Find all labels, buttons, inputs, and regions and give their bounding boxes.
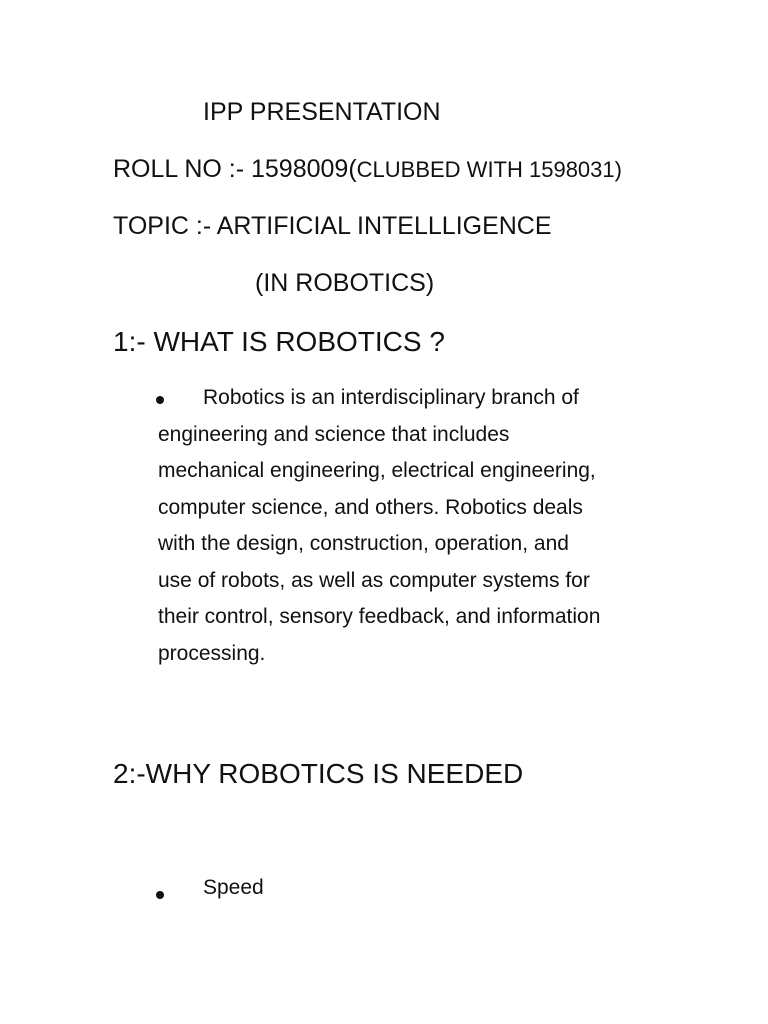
- clubbed-with-text: CLUBBED WITH 1598031): [356, 157, 622, 182]
- robotics-definition-paragraph: [158, 380, 668, 672]
- paragraph-line: their control, sensory feedback, and information: [158, 605, 601, 628]
- bullet-icon: [156, 891, 164, 899]
- paragraph-line: mechanical engineering, electrical engineering,: [158, 459, 596, 482]
- bullet-item-speed: Speed: [203, 876, 264, 899]
- roll-number-line: [113, 157, 622, 182]
- paragraph-line: computer science, and others. Robotics deals: [158, 495, 583, 519]
- roll-number-text: ROLL NO :- 1598009(: [113, 155, 357, 183]
- presentation-title: IPP PRESENTATION: [203, 98, 441, 126]
- paragraph-line: with the design, construction, operation, and: [158, 532, 569, 555]
- topic-line: TOPIC :- ARTIFICIAL INTELLLIGENCE: [113, 212, 552, 240]
- paragraph-line: engineering and science that includes: [158, 422, 510, 446]
- section-heading-why-robotics-needed: 2:-WHY ROBOTICS IS NEEDED: [113, 758, 524, 789]
- topic-subtitle: (IN ROBOTICS): [255, 269, 435, 297]
- paragraph-line: use of robots, as well as computer systems for: [158, 568, 590, 592]
- paragraph-line: Robotics is an interdisciplinary branch of: [203, 386, 579, 409]
- paragraph-line: processing.: [158, 641, 266, 665]
- section-heading-what-is-robotics: 1:- WHAT IS ROBOTICS ?: [113, 326, 445, 357]
